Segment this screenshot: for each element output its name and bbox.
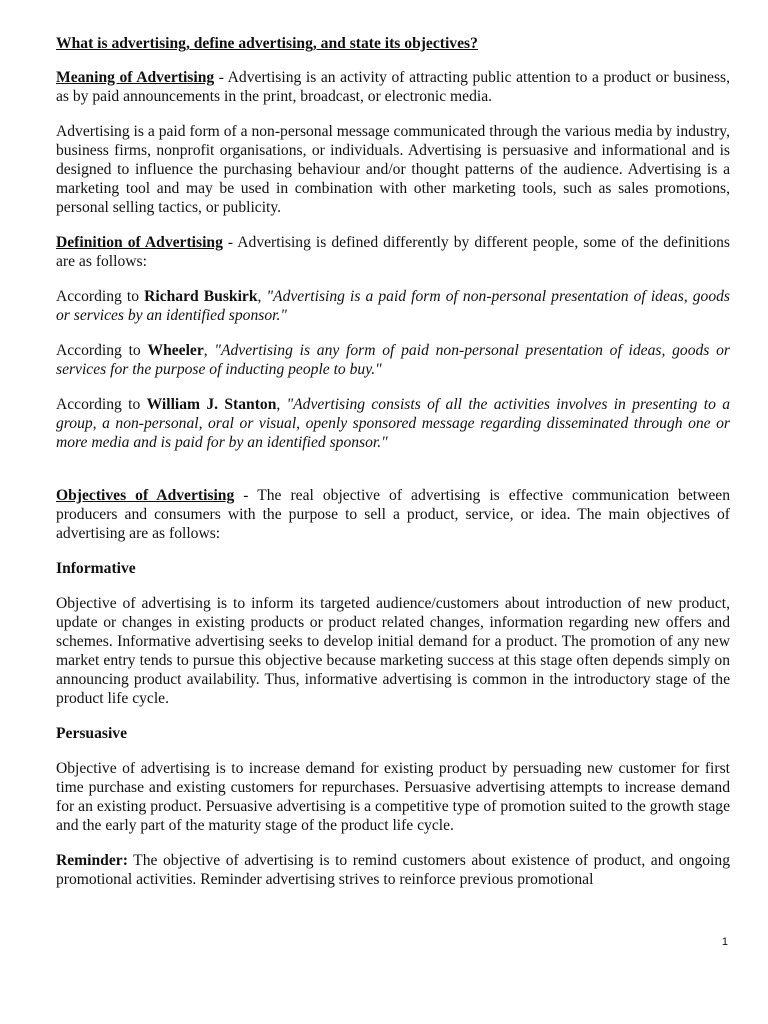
page-number: 1 (721, 936, 728, 948)
persuasive-paragraph: Objective of advertising is to increase demand for existing product by persuading new customer for first time purchase and existing customers for repurchases. Persuasive advertising attempts to increase demand for an existing product. Persuasive advertising is a competitive type of promotion suited to the growth stage and the early part of the maturity stage of the product life cycle. (56, 760, 730, 834)
definition-text: - Advertising is defined differently by different people, some of the definitions are as follows: (56, 234, 730, 270)
document-title: What is advertising, define advertising, and state its objectives? (56, 35, 478, 52)
reminder-paragraph (56, 851, 730, 889)
informative-heading: Informative (56, 560, 136, 577)
quote-text: "Advertising consists of all the activities involves in presenting to a group, a non-personal, oral or visual, openly sponsored message regarding disseminated through one or more media and is paid for by an identified sponsor." (56, 396, 731, 451)
quote-author: Richard Buskirk (144, 288, 258, 305)
objectives-heading: Objectives of Advertising (56, 487, 235, 504)
quote-separator: , (257, 288, 267, 305)
quote-separator: , (276, 396, 287, 413)
document-page (56, 34, 730, 905)
meaning-heading: Meaning of Advertising (56, 69, 215, 86)
quote-stanton (56, 395, 730, 452)
reminder-heading: Reminder: (56, 852, 128, 869)
quote-wheeler (56, 341, 730, 379)
persuasive-heading: Persuasive (56, 725, 128, 742)
quote-prefix: According to (56, 288, 145, 305)
quote-prefix: According to (56, 342, 148, 359)
informative-paragraph: Objective of advertising is to inform its targeted audience/customers about introduction of new product, update or changes in existing products or product related changes, information regarding new offers and schemes. Informative advertising seeks to develop initial demand for a product. The promotion of any new market entry tends to pursue this objective because marketing success at this stage often depends simply on announcing product availability. Thus, informative advertising is common in the introductory stage of the product life cycle. (56, 595, 730, 707)
quote-separator: , (203, 342, 215, 359)
advertising-description-paragraph: Advertising is a paid form of a non-personal message communicated through the various media by industry, business firms, nonprofit organisations, or individuals. Advertising is persuasive and informational and is designed to influence the purchasing behaviour and/or thought patterns of the audience. Advertising is a marketing tool and may be used in combination with other marketing tools, such as sales promotions, personal selling tactics, or publicity. (56, 123, 730, 216)
quote-author: William J. Stanton (146, 396, 277, 413)
meaning-text: - Advertising is an activity of attracting public attention to a product or business, as by paid announcements in the print, broadcast, or electronic media. (56, 69, 730, 105)
quote-text: "Advertising is a paid form of non-personal presentation of ideas, goods or services by an identified sponsor." (56, 288, 730, 324)
spacer (56, 468, 730, 486)
objectives-paragraph (56, 486, 730, 543)
objectives-text: - The real objective of advertising is effective communication between producers and consumers with the purpose to sell a product, service, or idea. The main objectives of advertising are as follows: (56, 487, 730, 542)
quote-author: Wheeler (147, 342, 204, 359)
definition-paragraph (56, 233, 730, 271)
meaning-paragraph (56, 68, 730, 106)
reminder-text: The objective of advertising is to remind customers about existence of product, and ongoing promotional activities. Reminder advertising strives to reinforce previous promotional (56, 852, 730, 888)
quote-buskirk (56, 287, 730, 325)
quote-text: "Advertising is any form of paid non-personal presentation of ideas, goods or services for the purpose of inducting people to buy." (56, 342, 730, 378)
definition-heading: Definition of Advertising (56, 234, 223, 251)
quote-prefix: According to (56, 396, 147, 413)
